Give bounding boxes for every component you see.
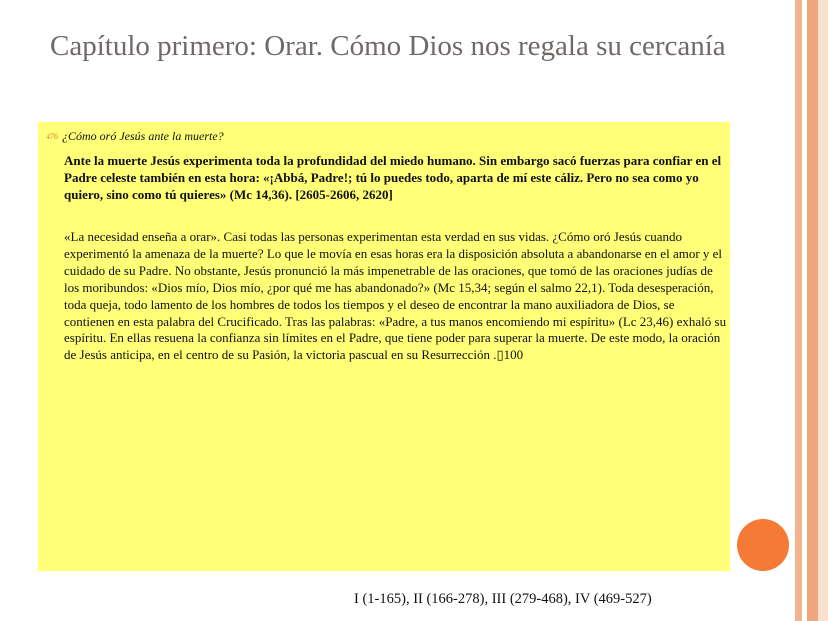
footer-section-ranges: I (1-165), II (166-278), III (279-468), IV (469-527): [354, 591, 652, 607]
decorative-stripe: [818, 0, 828, 621]
question-text: ¿Cómo oró Jesús ante la muerte?: [62, 129, 224, 143]
question-number: 476: [46, 132, 58, 141]
decorative-stripe: [807, 0, 818, 621]
answer-summary: Ante la muerte Jesús experimenta toda la profundidad del miedo humano. Sin embargo sacó fuerzas para confiar en el Padre celeste también en esta hora: «¡Abbá, Padre!; tú lo puedes todo, aparta de mí este cáliz. Pero no sea como yo quiero, sino como tú quieres» (Mc 14,36). [2605-2606, 2620]: [64, 153, 722, 202]
orange-circle-decoration: [737, 519, 789, 571]
question-line: [46, 128, 722, 145]
decorative-stripe: [795, 0, 802, 621]
content-box: [38, 122, 730, 571]
answer-body: «La necesidad enseña a orar». Casi todas las personas experimentan esta verdad en sus vidas. ¿Cómo oró Jesús cuando experimentó la amenaza de la muerte? Lo que le movía en esas horas era la disposición absoluta a abandonarse en el amor y el cuidado de su Padre. No obstante, Jesús pronunció la más impenetrable de las oraciones, que tomó de las oraciones judías de los moribundos: «Dios mío, Dios mío, ¿por qué me has abandonado?» (Mc 15,34; según el salmo 22,1). Toda desesperación, toda queja, todo lamento de los hombres de todos los tiempos y el deseo de encontrar la mano auxiliadora de Dios, se contienen en esta palabra del Crucificado. Tras las palabras: «Padre, a tus manos encomiendo mi espíritu» (Lc 23,46) exhaló su espíritu. En ellas resuena la confianza sin límites en el Padre, que tiene poder para superar la muerte. De este modo, la oración de Jesús anticipa, en el centro de su Pasión, la victoria pascual en su Resurrección .▯100: [64, 229, 727, 363]
slide-title: Capítulo primero: Orar. Cómo Dios nos regala su cercanía: [50, 30, 726, 62]
